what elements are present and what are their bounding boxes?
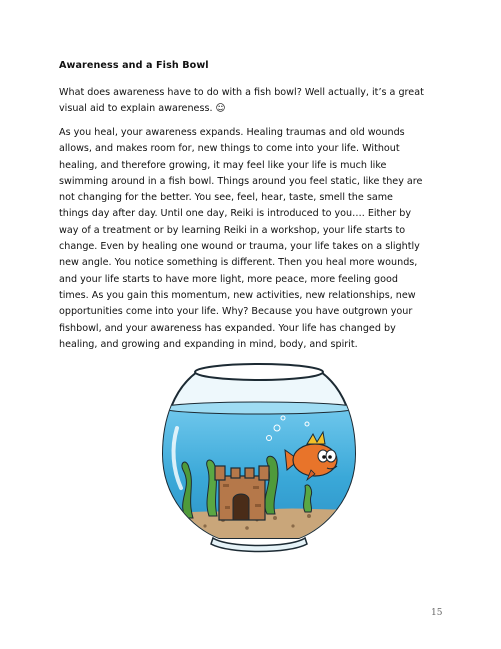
text-line: times. As you gain this momentum, new activities, new relationships, new	[59, 289, 416, 301]
text-line: allows, and makes room for, new things to come into your life. Without	[59, 143, 400, 155]
text-line: things day after day. Until one day, Reiki is introduced to you…. Either by	[59, 208, 412, 220]
body-paragraph	[59, 125, 449, 353]
text-line: What does awareness have to do with a fish bowl? Well actually, it’s a great	[59, 87, 424, 98]
text-line: not changing for the better. You see, feel, hear, taste, smell the same	[59, 192, 393, 204]
fishbowl-illustration	[157, 358, 361, 556]
text-line: and your life starts to have more light, more peace, more feeling good	[59, 273, 398, 285]
text-line: way of a treatment or by learning Reiki in a workshop, your life starts to	[59, 224, 406, 236]
text-line: change. Even by healing one wound or trauma, your life takes on a slightly	[59, 241, 420, 253]
text-line: As you heal, your awareness expands. Healing traumas and old wounds	[59, 127, 405, 138]
text-line: opportunities come into your life. Why? Because you have outgrown your	[59, 306, 413, 318]
section-heading: Awareness and a Fish Bowl	[59, 60, 209, 71]
text-line: fishbowl, and your awareness has expanded. Your life has changed by	[59, 322, 396, 334]
text-line: healing, and therefore growing, it may feel like your life is much like	[59, 159, 387, 171]
bowl-rim	[195, 364, 323, 380]
fishbowl-image	[157, 358, 361, 556]
text-line: new angle. You notice something is different. Then you heal more wounds,	[59, 257, 418, 269]
bowl-base	[211, 538, 307, 552]
page-number: 15	[431, 608, 443, 618]
text-line: swimming around in a fish bowl. Things around you feel static, like they are	[59, 175, 423, 187]
intro-paragraph	[59, 85, 449, 118]
text-line: visual aid to explain awareness. ☺	[59, 103, 226, 115]
text-line: healing, and growing and expanding in mind, body, and spirit.	[59, 338, 358, 350]
